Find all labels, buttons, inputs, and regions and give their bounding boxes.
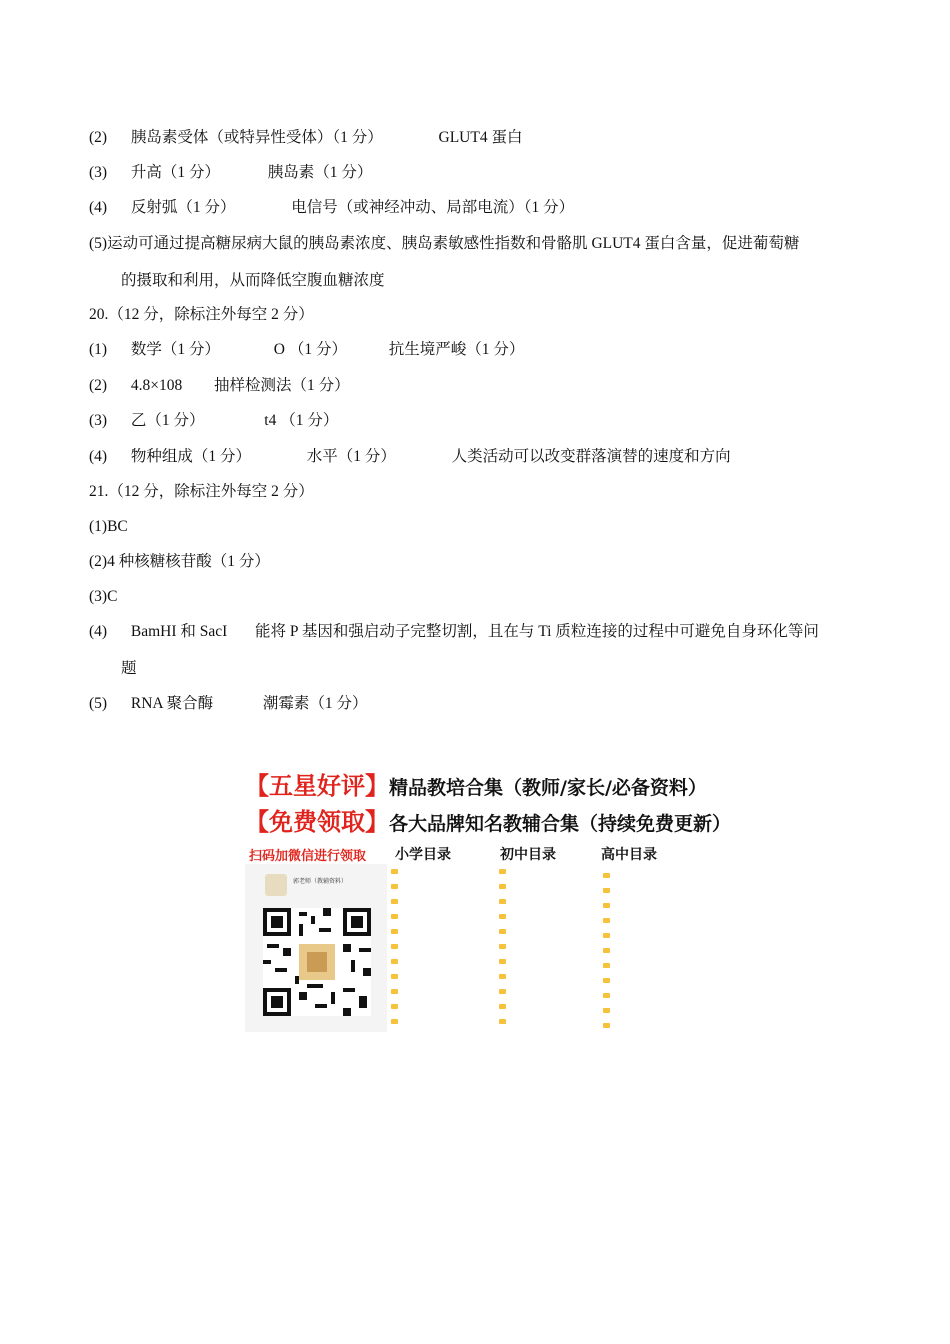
answer-line [89,376,350,396]
item-number: (2) [89,129,108,146]
answer-text: 反射弧（1 分） [130,199,236,216]
item-number: (3) [89,412,108,429]
answer-line: 的摄取和利用，从而降低空腹血糖浓度 [121,272,385,289]
promo-row-1 [245,766,707,801]
folder-icon [391,989,398,994]
answer-text: BamHI 和 SacI [130,623,228,640]
answer-text: 乙（1 分） [130,412,205,429]
answer-text: 抽样检测法（1 分） [214,377,350,394]
folder-icon [603,1023,610,1028]
folder-icon [499,959,506,964]
list-item [499,1014,511,1029]
answer-line [89,622,819,642]
folder-icon [499,884,506,889]
answer-text: 能将 P 基因和强启动子完整切割，且在与 Ti 质粒连接的过程中可避免自身环化等问 [255,623,819,640]
folder-icon [391,974,398,979]
folder-icon [603,948,610,953]
item-number: (2) [89,377,108,394]
folder-icon [603,978,610,983]
qr-code-icon [263,908,371,1016]
list-item [499,969,511,984]
item-number: (4) [89,623,108,640]
middle-catalog-title: 初中目录 [500,847,556,863]
folder-icon [499,869,506,874]
answer-line [89,411,338,431]
list-item [603,928,615,943]
folder-icon [603,963,610,968]
answer-text: 胰岛素（1 分） [267,164,373,181]
list-item [499,954,511,969]
list-item [499,984,511,999]
folder-icon [499,989,506,994]
high-catalog-title: 高中目录 [601,847,657,863]
answer-text: 水平（1 分） [306,448,396,465]
folder-icon [499,1004,506,1009]
list-item [499,999,511,1014]
answer-text: O （1 分） [273,341,347,358]
answer-line: (2)4 种核糖核苷酸（1 分） [89,553,270,570]
list-item [391,954,403,969]
wechat-card [245,864,387,1032]
item-number: (4) [89,199,108,216]
list-item [603,973,615,988]
answer-line [89,128,522,148]
folder-icon [603,1008,610,1013]
list-item [499,939,511,954]
answer-line [89,163,372,183]
high-folder-list [603,868,615,1033]
avatar [265,874,287,896]
item-number: (3) [89,164,108,181]
answer-text: 电信号（或神经冲动、局部电流）（1 分） [291,199,575,216]
folder-icon [391,869,398,874]
folder-icon [499,899,506,904]
list-item [603,1003,615,1018]
primary-catalog-title: 小学目录 [395,847,451,863]
list-item [391,894,403,909]
list-item [499,879,511,894]
folder-icon [603,903,610,908]
folder-icon [603,993,610,998]
list-item [603,868,615,883]
answer-text: 升高（1 分） [130,164,221,181]
list-item [603,958,615,973]
list-item [499,909,511,924]
folder-icon [391,1004,398,1009]
folder-icon [391,1019,398,1024]
folder-icon [391,929,398,934]
folder-icon [499,974,506,979]
list-item [391,924,403,939]
folder-icon [603,888,610,893]
list-item [391,909,403,924]
promo-tag: 【五星好评】 [245,771,389,800]
folder-icon [499,929,506,934]
list-item [391,1014,403,1029]
list-item [499,924,511,939]
list-item [391,999,403,1014]
answer-line: (1)BC [89,518,128,535]
answer-line: (3)C [89,588,118,605]
folder-icon [391,884,398,889]
item-number: (1) [89,341,108,358]
answer-text: t4 （1 分） [264,412,339,429]
answer-line [89,447,731,467]
primary-folder-list [391,864,403,1029]
answer-text: 胰岛素受体（或特异性受体）（1 分） [130,129,383,146]
folder-icon [603,873,610,878]
list-item [603,1018,615,1033]
folder-icon [391,944,398,949]
answer-text: RNA 聚合酶 [130,695,214,712]
list-item [603,988,615,1003]
answer-text: GLUT4 蛋白 [438,129,523,146]
list-item [391,984,403,999]
list-item [391,879,403,894]
scan-caption: 扫码加微信进行领取 [249,849,367,864]
card-name: 郭老师（教辅资料） [293,878,348,885]
folder-icon [499,914,506,919]
section-heading: 21.（12 分，除标注外每空 2 分） [89,483,314,500]
list-item [391,969,403,984]
section-heading: 20.（12 分，除标注外每空 2 分） [89,306,314,323]
list-item [603,883,615,898]
answer-line [89,694,368,714]
folder-icon [391,914,398,919]
promo-banner [245,760,732,1032]
answer-line: (5)运动可通过提高糖尿病大鼠的胰岛素浓度、胰岛素敏感性指数和骨骼肌 GLUT4 蛋白含量，促进葡萄糖 [89,235,800,252]
folder-icon [499,944,506,949]
folder-icon [603,918,610,923]
answer-text: 抗生境严峻（1 分） [388,341,525,358]
list-item [391,864,403,879]
answer-text: 潮霉素（1 分） [262,695,368,712]
answer-text: 人类活动可以改变群落演替的速度和方向 [451,448,731,465]
promo-text: 各大品牌知名教辅合集（持续免费更新） [389,813,732,835]
promo-tag: 【免费领取】 [245,807,389,836]
item-number: (5) [89,695,108,712]
folder-icon [391,899,398,904]
promo-text: 精品教培合集（教师/家长/必备资料） [389,777,707,799]
list-item [499,864,511,879]
middle-folder-list [499,864,511,1029]
list-item [603,898,615,913]
answer-line [89,198,574,218]
list-item [499,894,511,909]
answer-text: 4.8×108 [130,377,183,394]
answer-line: 题 [121,660,137,677]
item-number: (4) [89,448,108,465]
list-item [603,913,615,928]
answer-line [89,340,524,360]
folder-icon [603,933,610,938]
promo-row-2 [245,802,731,837]
folder-icon [499,1019,506,1024]
list-item [391,939,403,954]
answer-text: 物种组成（1 分） [130,448,252,465]
answer-text: 数学（1 分） [130,341,221,358]
list-item [603,943,615,958]
folder-icon [391,959,398,964]
